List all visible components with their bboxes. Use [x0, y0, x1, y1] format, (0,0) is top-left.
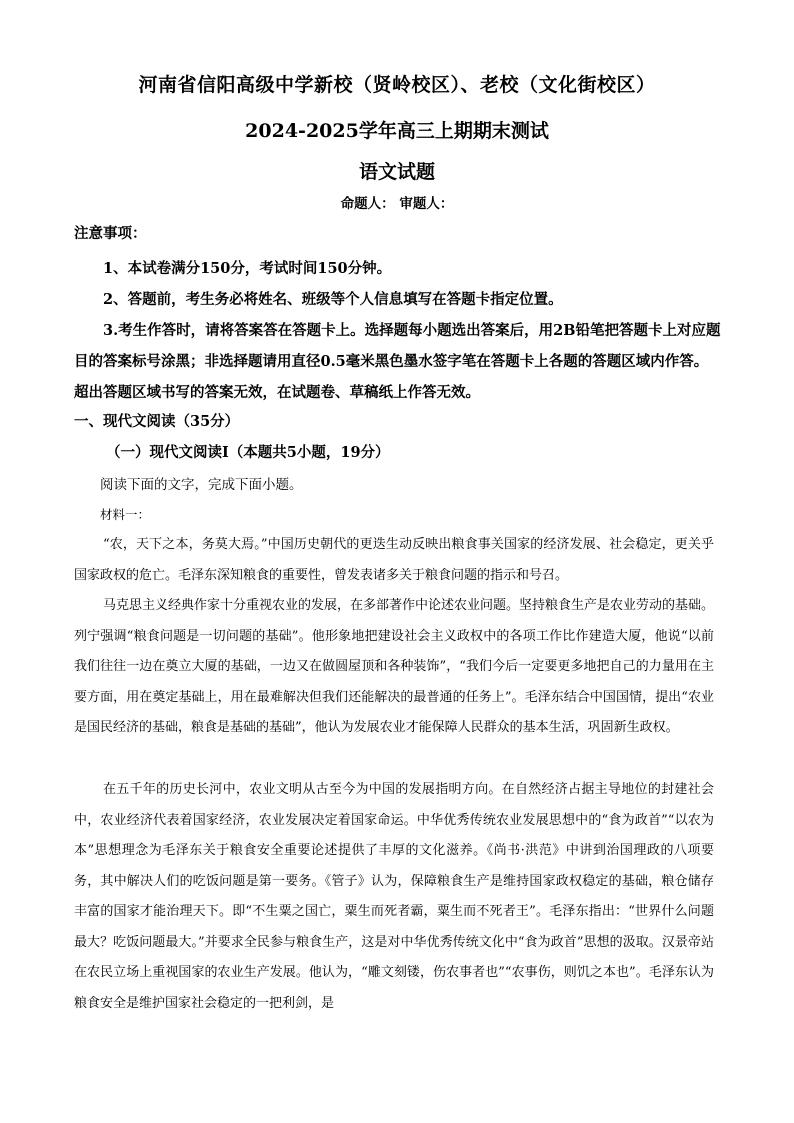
exam-authors: 命题人： 审题人：	[340, 196, 454, 212]
exam-title-subject: 语文试题	[358, 161, 435, 183]
exam-title-school: 河南省信阳高级中学新校（贤岭校区）、老校（文化街校区）	[138, 74, 656, 96]
notice-item-3: 3.考生作答时，请将答案答在答题卡上。选择题每小题选出答案后，用2B铅笔把答题卡上对应题目的答案标号涂黑；非选择题请用直径0.5毫米黑色墨水签字笔在答题卡上各题的答题区域内作答。超出答题区域书写的答案无效，在试题卷、草稿纸上作答无效。	[74, 322, 721, 401]
notice-item-1: 1、本试卷满分150分，考试时间150分钟。	[103, 260, 392, 277]
material-paragraph-1: “农，天下之本，务莫大焉。”中国历史朝代的更迭生动反映出粮食事关国家的经济发展、社会稳定，更关乎国家政权的危亡。毛泽东深知粮食的重要性，曾发表诸多关于粮食问题的指示和号召。	[74, 537, 714, 583]
notice-heading: 注意事项：	[74, 225, 147, 242]
section-heading: 一、现代文阅读（35分）	[74, 413, 240, 430]
material-paragraph-3: 在五千年的历史长河中，农业文明从古至今为中国的发展指明方向。在自然经济占据主导地位的封建社会中，农业经济代表着国家经济，农业发展决定着国家命运。中华优秀传统农业发展思想中的“食为政首”“以农为本”思想理念为毛泽东关于粮食安全重要论述提供了丰厚的文化滋养。《尚书·洪范》中讲到治国理政的八项要务，其中解决人们的吃饭问题是第一要务。《管子》认为，保障粮食生产是维持国家政权稳定的基础，粮仓储存丰富的国家才能治理天下。即“不生粟之国亡，粟生而死者霸，粟生而不死者王”。毛泽东指出：“世界什么问题最大？吃饭问题最大。”并要求全民参与粮食生产，这是对中华优秀传统文化中“食为政首”思想的汲取。汉景帝站在农民立场上重视国家的农业生产发展。他认为，“雕文刻镂，伤农事者也”“农事伤，则饥之本也”。毛泽东认为粮食安全是维护国家社会稳定的一把利剑，是	[74, 782, 714, 1011]
sub-section-heading: （一）现代文阅读Ⅰ（本题共5小题，19分）	[106, 444, 390, 461]
notice-item-2: 2、答题前，考生务必将姓名、班级等个人信息填写在答题卡指定位置。	[103, 291, 563, 308]
exam-title-term: 2024-2025学年高三上期期末测试	[245, 120, 549, 142]
reading-instruction: 阅读下面的文字，完成下面小题。	[100, 477, 303, 493]
material-paragraph-2: 马克思主义经典作家十分重视农业的发展，在多部著作中论述农业问题。坚持粮食生产是农业劳动的基础。列宁强调“粮食问题是一切问题的基础”。他形象地把建设社会主义政权中的各项工作比作建造大厦，他说“以前我们往往一边在奠立大厦的基础，一边又在做圆屋顶和各种装饰”，“我们今后一定要更多地把自己的力量用在主要方面，用在奠定基础上，用在最难解决但我们还能解决的最普通的任务上”。毛泽东结合中国国情，提出“农业是国民经济的基础，粮食是基础的基础”，他认为发展农业才能保障人民群众的基本生活，巩固新生政权。	[74, 598, 715, 735]
material-label: 材料一：	[100, 507, 151, 522]
